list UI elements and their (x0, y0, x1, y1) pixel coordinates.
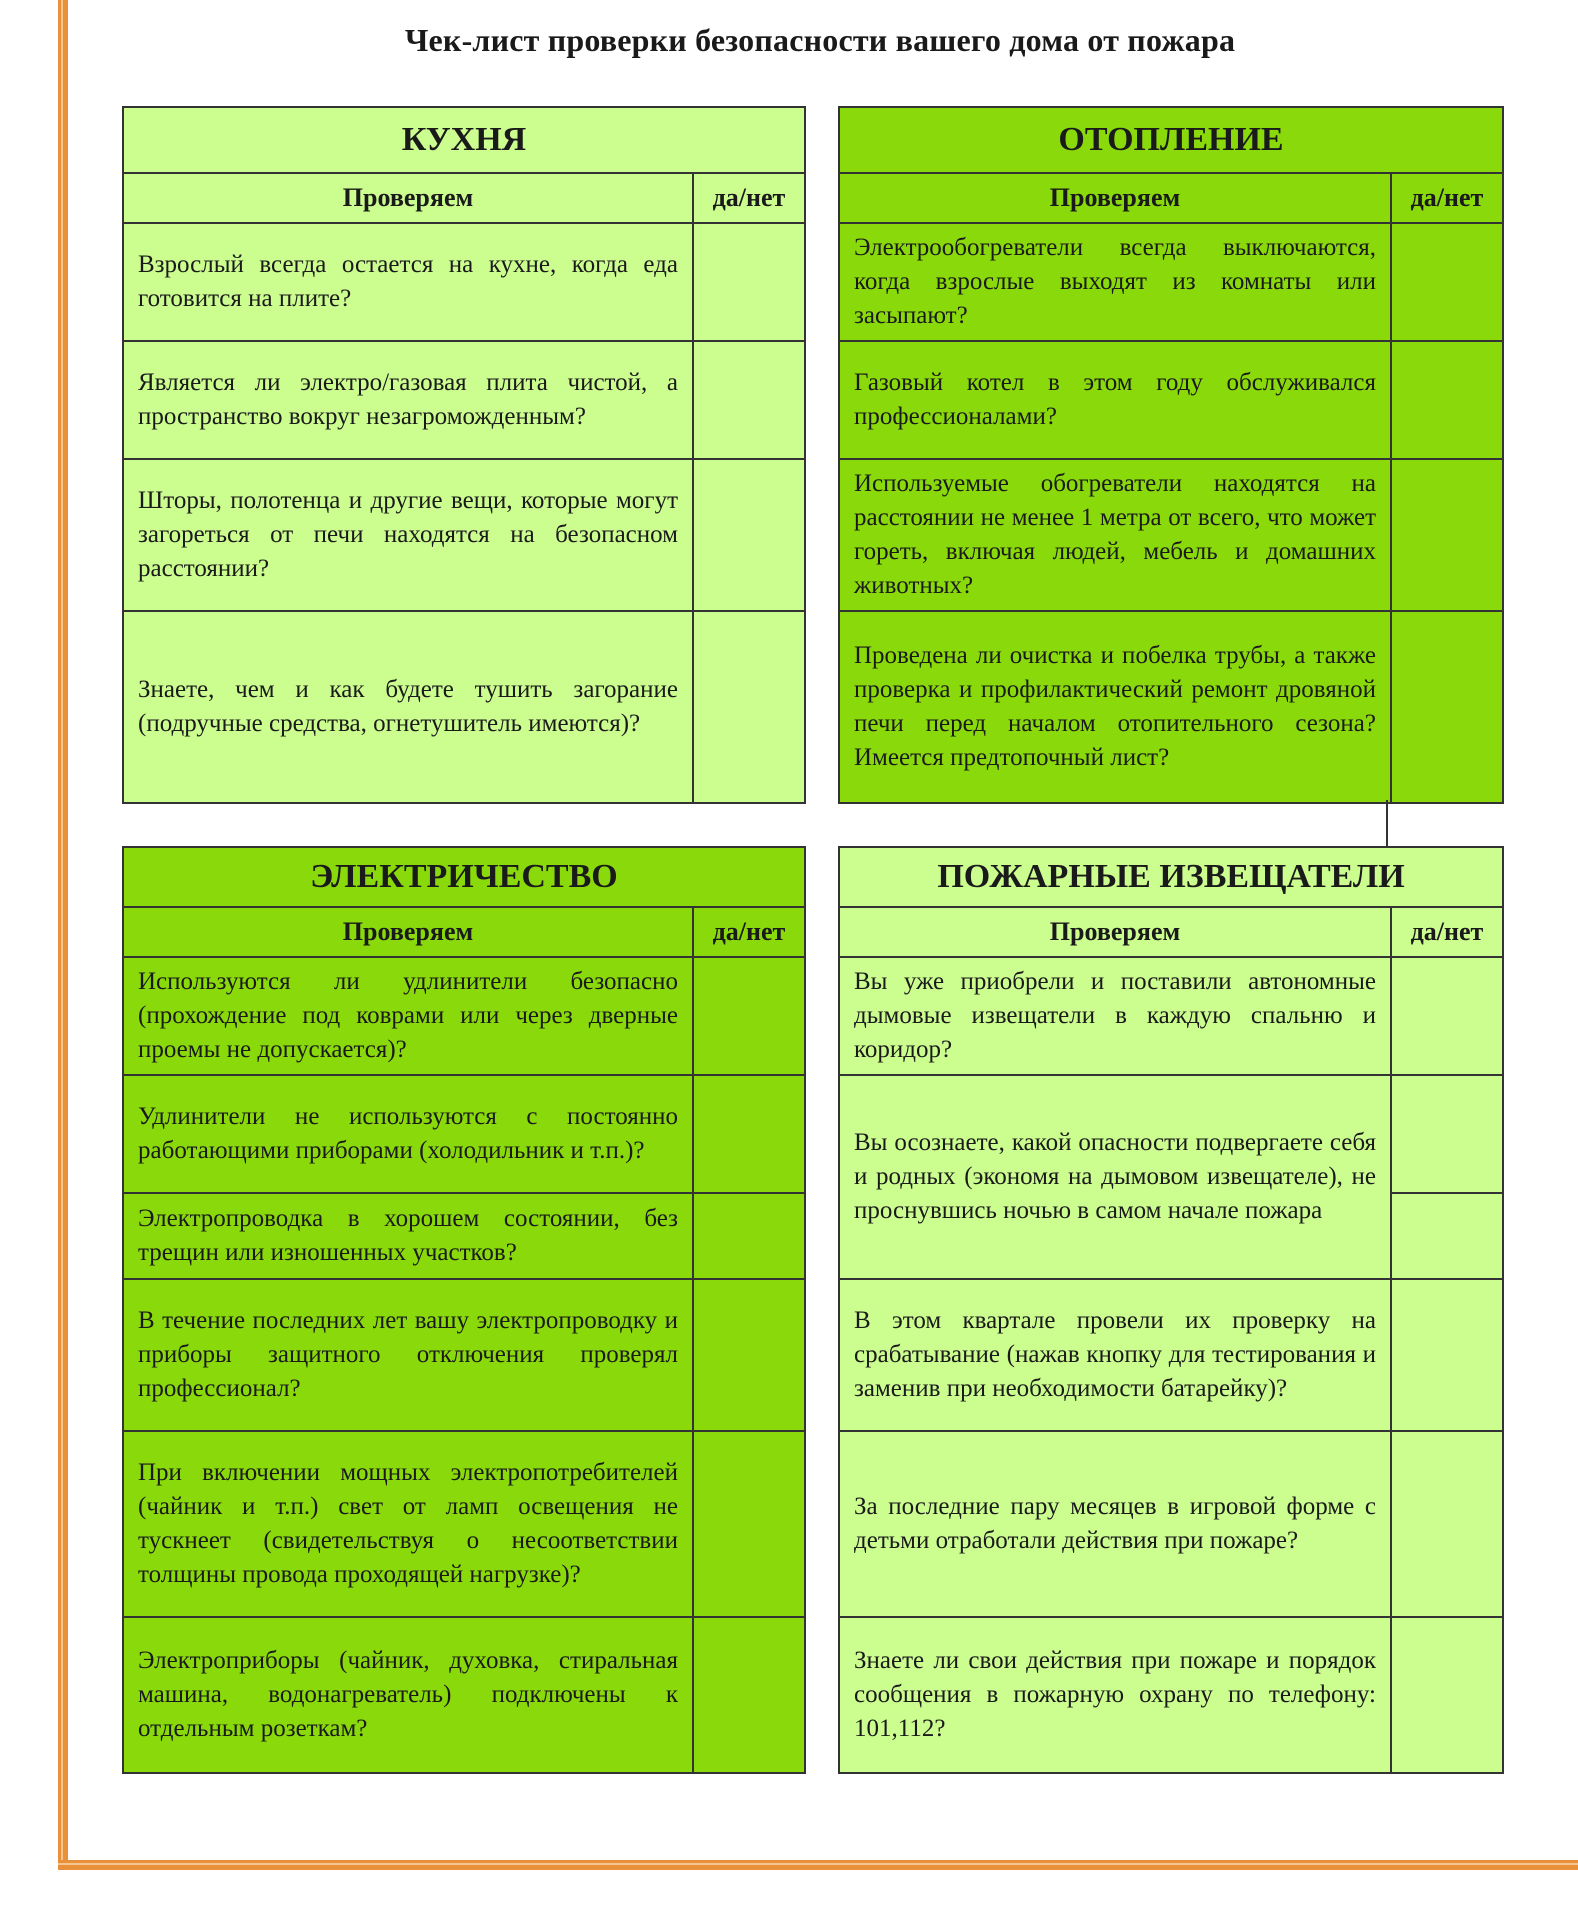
answer-cell[interactable] (1392, 224, 1502, 340)
checklist-row (124, 342, 804, 460)
answer-cell[interactable] (1392, 1432, 1502, 1616)
heating-title: ОТОПЛЕНИЕ (840, 108, 1502, 174)
answer-cell[interactable] (694, 1432, 804, 1616)
answer-cell[interactable] (694, 612, 804, 802)
checklist-row (840, 1432, 1502, 1618)
answer-cell[interactable] (1392, 1076, 1502, 1278)
answer-cell-bottom[interactable] (1392, 1192, 1502, 1278)
answer-cell[interactable] (694, 958, 804, 1074)
page-title: Чек-лист проверки безопасности вашего дома от пожара (404, 22, 1236, 58)
answer-cell[interactable] (694, 1076, 804, 1192)
question-text: Знаете ли свои действия при пожаре и порядок сообщения в пожарную охрану по телефону: 101,112? (854, 1647, 1376, 1742)
checklist-row (840, 224, 1502, 342)
question-text: Используемые обогреватели находятся на расстоянии не менее 1 метра от всего, что может гореть, включая людей, мебель и домашних животных? (854, 470, 1376, 599)
check-column-label: Проверяем (124, 908, 694, 956)
detectors-column-header (840, 908, 1502, 958)
checklist-row (840, 1076, 1502, 1280)
question-text: Шторы, полотенца и другие вещи, которые могут загореться от печи находятся на безопасном расстоянии? (138, 487, 678, 582)
question-text: Проведена ли очистка и побелка трубы, а также проверка и профилактический ремонт дровяной печи перед началом отопительного сезона? Имеется предтопочный лист? (854, 642, 1376, 771)
question-text: За последние пару месяцев в игровой форме с детьми отработали действия при пожаре? (854, 1493, 1376, 1554)
kitchen-column-header (124, 174, 804, 224)
answer-column-label: да/нет (712, 917, 786, 946)
page-frame-left (58, 0, 68, 1870)
electricity-section (122, 846, 806, 1774)
question-text: Взрослый всегда остается на кухне, когда еда готовится на плите? (138, 251, 678, 312)
question-text: Вы осознаете, какой опасности подвергаете себя и родных (экономя на дымовом извещателе), не проснувшись ночью в самом начале пожара (854, 1129, 1376, 1224)
answer-cell[interactable] (1392, 1618, 1502, 1772)
question-text: Электропроводка в хорошем состоянии, без трещин или изношенных участков? (138, 1205, 678, 1266)
question-text: Является ли электро/газовая плита чистой, а пространство вокруг незагроможденным? (138, 369, 678, 430)
question-text: Вы уже приобрели и поставили автономные дымовые извещатели в каждую спальню и коридор? (854, 968, 1376, 1063)
check-column-label: Проверяем (840, 908, 1392, 956)
answer-cell[interactable] (694, 1618, 804, 1772)
answer-cell[interactable] (694, 224, 804, 340)
detectors-title: ПОЖАРНЫЕ ИЗВЕЩАТЕЛИ (840, 848, 1502, 908)
question-text: Удлинители не используются с постоянно работающими приборами (холодильник и т.п.)? (138, 1103, 678, 1164)
question-text: Используются ли удлинители безопасно (прохождение под коврами или через дверные проемы не допускается)? (138, 968, 678, 1063)
answer-cell[interactable] (694, 342, 804, 458)
check-column-label: Проверяем (124, 174, 694, 222)
kitchen-title: КУХНЯ (124, 108, 804, 174)
check-column-label: Проверяем (840, 174, 1392, 222)
checklist-row (840, 460, 1502, 612)
checklist-row (124, 1432, 804, 1618)
heating-column-header (840, 174, 1502, 224)
question-text: При включении мощных электропотребителей (чайник и т.п.) свет от ламп освещения не тускнеет (свидетельствуя о несоответствии толщины провода проходящей нагрузке)? (138, 1459, 678, 1588)
checklist-row (840, 612, 1502, 802)
heating-section (838, 106, 1504, 804)
question-text: Газовый котел в этом году обслуживался профессионалами? (854, 369, 1376, 430)
electricity-title: ЭЛЕКТРИЧЕСТВО (124, 848, 804, 908)
kitchen-section (122, 106, 806, 804)
answer-cell[interactable] (1392, 460, 1502, 610)
checklist-row (840, 958, 1502, 1076)
answer-cell[interactable] (694, 460, 804, 610)
answer-cell[interactable] (1392, 1280, 1502, 1430)
answer-cell-top[interactable] (1392, 1076, 1502, 1192)
page-frame-bottom (58, 1860, 1578, 1870)
answer-cell[interactable] (694, 1194, 804, 1278)
checklist-row (124, 1076, 804, 1194)
question-text: В течение последних лет вашу электропроводку и приборы защитного отключения проверял профессионал? (138, 1307, 678, 1402)
column-divider-connector (1386, 800, 1388, 846)
checklist-row (124, 1194, 804, 1280)
checklist-row (840, 1280, 1502, 1432)
checklist-row (840, 342, 1502, 460)
checklist-row (124, 1280, 804, 1432)
answer-cell[interactable] (1392, 342, 1502, 458)
question-text: Знаете, чем и как будете тушить загорание (подручные средства, огнетушитель имеются)? (138, 676, 678, 737)
answer-column-label: да/нет (712, 183, 786, 212)
checklist-row (124, 958, 804, 1076)
answer-cell[interactable] (1392, 958, 1502, 1074)
checklist-row (840, 1618, 1502, 1772)
answer-cell[interactable] (1392, 612, 1502, 802)
answer-column-label: да/нет (1410, 183, 1484, 212)
checklist-row (124, 224, 804, 342)
electricity-column-header (124, 908, 804, 958)
detectors-section (838, 846, 1504, 1774)
checklist-row (124, 460, 804, 612)
checklist-row (124, 1618, 804, 1772)
question-text: Электрообогреватели всегда выключаются, когда взрослые выходят из комнаты или засыпают? (854, 234, 1376, 329)
answer-cell[interactable] (694, 1280, 804, 1430)
checklist-row (124, 612, 804, 802)
answer-column-label: да/нет (1410, 917, 1484, 946)
question-text: В этом квартале провели их проверку на срабатывание (нажав кнопку для тестирования и заменив при необходимости батарейку)? (854, 1307, 1376, 1402)
question-text: Электроприборы (чайник, духовка, стиральная машина, водонагреватель) подключены к отдельным розеткам? (138, 1647, 678, 1742)
